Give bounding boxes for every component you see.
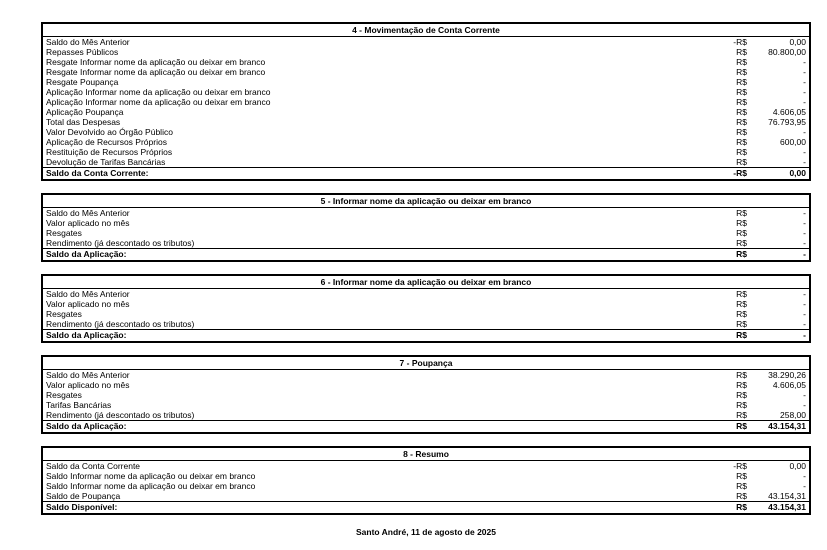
row-label: Aplicação de Recursos Próprios: [46, 137, 167, 147]
row-value: -: [803, 400, 806, 410]
total-row-currency: R$: [736, 502, 747, 512]
row-label: Rendimento (já descontado os tributos): [46, 410, 195, 420]
row-label: Valor aplicado no mês: [46, 380, 130, 390]
table-row: [43, 319, 809, 329]
row-value: -: [803, 57, 806, 67]
section-rows: [43, 289, 809, 329]
row-currency: R$: [736, 228, 747, 238]
row-label: Resgates: [46, 390, 82, 400]
row-value: -: [803, 67, 806, 77]
row-value: -: [803, 157, 806, 167]
row-label: Saldo da Conta Corrente: [46, 461, 141, 471]
section-total-row: [43, 501, 809, 513]
row-label: Valor Devolvido ao Órgão Público: [46, 127, 173, 137]
row-label: Valor aplicado no mês: [46, 218, 130, 228]
table-row: [43, 299, 809, 309]
row-label: Restituição de Recursos Próprios: [46, 147, 173, 157]
row-label: Rendimento (já descontado os tributos): [46, 238, 195, 248]
section-rows: [43, 37, 809, 167]
table-row: [43, 370, 809, 380]
row-value: 4.606,05: [772, 107, 806, 117]
table-row: [43, 87, 809, 97]
row-value: -: [803, 97, 806, 107]
row-label: Saldo do Mês Anterior: [46, 37, 130, 47]
row-label: Saldo do Mês Anterior: [46, 208, 130, 218]
row-currency: -R$: [733, 37, 747, 47]
row-value: -: [803, 147, 806, 157]
row-label: Resgate Informar nome da aplicação ou deixar em branco: [46, 57, 266, 67]
row-currency: R$: [736, 370, 747, 380]
table-row: [43, 137, 809, 147]
section-total-row: [43, 329, 809, 341]
table-row: [43, 97, 809, 107]
table-row: [43, 481, 809, 491]
total-row-value: 43.154,31: [768, 421, 806, 431]
row-currency: R$: [736, 77, 747, 87]
table-row: [43, 238, 809, 248]
row-currency: R$: [736, 47, 747, 57]
row-value: -: [803, 481, 806, 491]
row-currency: R$: [736, 137, 747, 147]
total-row-value: 43.154,31: [768, 502, 806, 512]
total-row-currency: R$: [736, 421, 747, 431]
row-label: Repasses Públicos: [46, 47, 119, 57]
row-value: 38.290,26: [768, 370, 806, 380]
row-value: -: [803, 319, 806, 329]
total-row-label: Saldo da Aplicação:: [46, 249, 127, 259]
row-label: Saldo do Mês Anterior: [46, 289, 130, 299]
row-value: -: [803, 289, 806, 299]
row-currency: R$: [736, 390, 747, 400]
total-row-value: -: [803, 330, 806, 340]
total-row-label: Saldo da Aplicação:: [46, 330, 127, 340]
total-row-label: Saldo da Conta Corrente:: [46, 168, 149, 178]
row-label: Total das Despesas: [46, 117, 121, 127]
table-row: [43, 410, 809, 420]
row-currency: R$: [736, 471, 747, 481]
total-row-label: Saldo Disponível:: [46, 502, 118, 512]
row-currency: R$: [736, 87, 747, 97]
table-row: [43, 107, 809, 117]
report-footer-date: Santo André, 11 de agosto de 2025: [356, 527, 496, 537]
row-value: 76.793,95: [768, 117, 806, 127]
row-currency: R$: [736, 117, 747, 127]
total-row-currency: -R$: [733, 168, 747, 178]
row-currency: R$: [736, 491, 747, 501]
row-label: Saldo Informar nome da aplicação ou deixar em branco: [46, 481, 256, 491]
row-label: Resgate Poupança: [46, 77, 119, 87]
table-row: [43, 67, 809, 77]
row-currency: R$: [736, 319, 747, 329]
total-row-value: 0,00: [789, 168, 806, 178]
table-row: [43, 218, 809, 228]
row-label: Aplicação Informar nome da aplicação ou deixar em branco: [46, 97, 271, 107]
row-label: Saldo Informar nome da aplicação ou deixar em branco: [46, 471, 256, 481]
row-currency: R$: [736, 67, 747, 77]
section-total-row: [43, 248, 809, 260]
row-label: Saldo de Poupança: [46, 491, 121, 501]
row-value: -: [803, 309, 806, 319]
row-label: Valor aplicado no mês: [46, 299, 130, 309]
row-value: -: [803, 390, 806, 400]
total-row-label: Saldo da Aplicação:: [46, 421, 127, 431]
table-row: [43, 117, 809, 127]
section-total-row: [43, 167, 809, 179]
table-row: [43, 390, 809, 400]
report-section: [41, 446, 811, 515]
section-title: 4 - Movimentação de Conta Corrente: [43, 24, 809, 37]
table-row: [43, 147, 809, 157]
table-row: [43, 491, 809, 501]
financial-report: [41, 22, 811, 515]
table-row: [43, 380, 809, 390]
row-value: 0,00: [789, 461, 806, 471]
row-currency: R$: [736, 309, 747, 319]
row-label: Resgates: [46, 228, 82, 238]
table-row: [43, 289, 809, 299]
report-section: [41, 274, 811, 343]
report-section: [41, 22, 811, 181]
row-value: -: [803, 228, 806, 238]
row-value: -: [803, 127, 806, 137]
row-currency: R$: [736, 400, 747, 410]
row-currency: R$: [736, 97, 747, 107]
report-section: [41, 355, 811, 434]
row-value: 0,00: [789, 37, 806, 47]
row-currency: R$: [736, 299, 747, 309]
report-section: [41, 193, 811, 262]
table-row: [43, 47, 809, 57]
section-rows: [43, 370, 809, 420]
row-value: -: [803, 299, 806, 309]
row-currency: R$: [736, 208, 747, 218]
section-title: 6 - Informar nome da aplicação ou deixar em branco: [43, 276, 809, 289]
row-label: Saldo do Mês Anterior: [46, 370, 130, 380]
section-rows: [43, 461, 809, 501]
section-title: 8 - Resumo: [43, 448, 809, 461]
table-row: [43, 461, 809, 471]
total-row-value: -: [803, 249, 806, 259]
row-value: 258,00: [780, 410, 806, 420]
section-rows: [43, 208, 809, 248]
row-currency: R$: [736, 57, 747, 67]
section-total-row: [43, 420, 809, 432]
row-label: Resgates: [46, 309, 82, 319]
table-row: [43, 37, 809, 47]
table-row: [43, 471, 809, 481]
row-label: Aplicação Poupança: [46, 107, 124, 117]
table-row: [43, 309, 809, 319]
row-value: 4.606,05: [772, 380, 806, 390]
row-label: Aplicação Informar nome da aplicação ou deixar em branco: [46, 87, 271, 97]
row-currency: R$: [736, 107, 747, 117]
row-value: 80.800,00: [768, 47, 806, 57]
row-currency: R$: [736, 289, 747, 299]
row-value: -: [803, 208, 806, 218]
row-value: 43.154,31: [768, 491, 806, 501]
table-row: [43, 127, 809, 137]
row-value: -: [803, 238, 806, 248]
row-label: Tarifas Bancárias: [46, 400, 112, 410]
table-row: [43, 228, 809, 238]
row-value: 600,00: [780, 137, 806, 147]
row-currency: R$: [736, 380, 747, 390]
row-value: -: [803, 471, 806, 481]
row-label: Devolução de Tarifas Bancárias: [46, 157, 166, 167]
total-row-currency: R$: [736, 330, 747, 340]
row-currency: -R$: [733, 461, 747, 471]
total-row-currency: R$: [736, 249, 747, 259]
table-row: [43, 77, 809, 87]
table-row: [43, 57, 809, 67]
row-currency: R$: [736, 410, 747, 420]
row-currency: R$: [736, 481, 747, 491]
row-value: -: [803, 87, 806, 97]
row-currency: R$: [736, 218, 747, 228]
table-row: [43, 157, 809, 167]
row-currency: R$: [736, 157, 747, 167]
row-currency: R$: [736, 127, 747, 137]
table-row: [43, 208, 809, 218]
table-row: [43, 400, 809, 410]
section-title: 7 - Poupança: [43, 357, 809, 370]
row-currency: R$: [736, 238, 747, 248]
row-value: -: [803, 77, 806, 87]
row-label: Resgate Informar nome da aplicação ou deixar em branco: [46, 67, 266, 77]
row-value: -: [803, 218, 806, 228]
row-currency: R$: [736, 147, 747, 157]
row-label: Rendimento (já descontado os tributos): [46, 319, 195, 329]
section-title: 5 - Informar nome da aplicação ou deixar em branco: [43, 195, 809, 208]
